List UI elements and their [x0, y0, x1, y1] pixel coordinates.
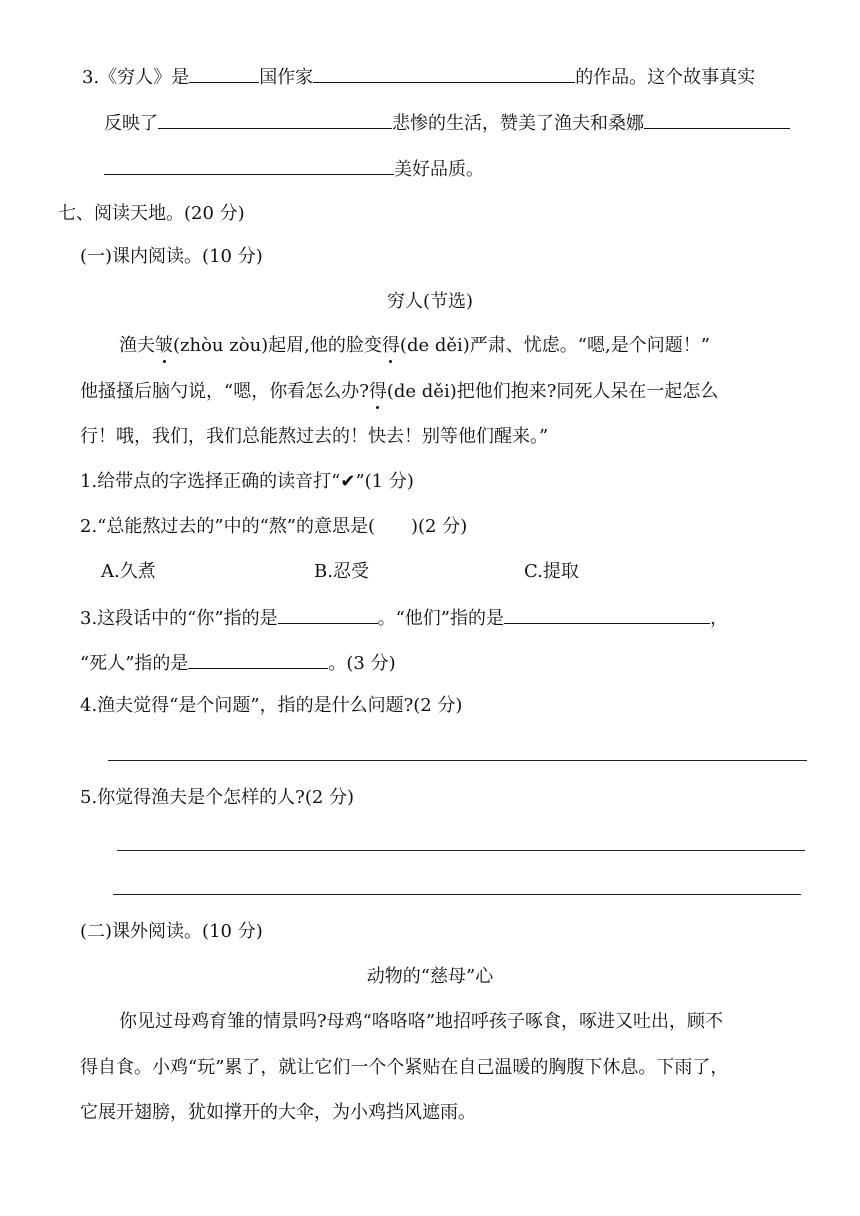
- sub-section-1-heading: (一)课内阅读。(10 分): [80, 246, 263, 267]
- sub-section-2-heading: (二)课外阅读。(10 分): [80, 921, 263, 942]
- passage-1-line-1: [119, 334, 710, 358]
- passage-2-line-3: 它展开翅膀，犹如撑开的大伞，为小鸡挡风遮雨。: [80, 1102, 476, 1123]
- question-3-text: 。(3 分): [328, 653, 396, 674]
- question-4-answer-line[interactable]: [108, 760, 807, 761]
- question-2-option-a[interactable]: A.久煮: [101, 561, 156, 582]
- question-5-answer-line-1[interactable]: [117, 850, 805, 851]
- question-1: 1.给带点的字选择正确的读音打“✔”(1 分): [80, 471, 414, 492]
- question-3-text: 3.这段话中的“你”指的是: [80, 608, 278, 629]
- dotted-char-de-2: 得: [368, 381, 387, 402]
- fill-question-3-text-b: 国作家: [259, 67, 314, 88]
- blank-dead-person-refers-to[interactable]: [188, 650, 328, 669]
- passage-1-text: (de děi)严肃、忧虑。“嗯,是个问题！”: [399, 335, 710, 356]
- question-3-text: “死人”指的是: [80, 653, 189, 674]
- section-7-heading: 七、阅读天地。(20 分): [58, 203, 245, 224]
- fill-question-3-line-1: [82, 64, 755, 88]
- passage-1-line-3: 行！哦，我们，我们总能熬过去的！快去！别等他们醒来。”: [80, 426, 549, 447]
- question-4: 4.渔夫觉得“是个问题”，指的是什么问题?(2 分): [80, 695, 463, 716]
- fill-question-3-line-2: [104, 110, 790, 134]
- fill-question-3-text-d: 反映了: [104, 113, 158, 134]
- question-3-line-2: [80, 650, 396, 674]
- passage-2-title: 动物的“慈母”心: [366, 966, 494, 987]
- passage-1-line-2: [80, 380, 718, 404]
- question-3-text: 。“他们”指的是: [377, 608, 504, 629]
- fill-question-3-text-f: 美好品质。: [394, 159, 484, 180]
- blank-you-refers-to[interactable]: [278, 605, 378, 624]
- passage-1-text: 渔夫: [119, 335, 155, 356]
- passage-2-line-2: 得自食。小鸡“玩”累了，就让它们一个个紧贴在自己温暖的胸腹下休息。下雨了，: [80, 1057, 729, 1078]
- passage-1-text: (zhòu zòu)起眉,他的脸变: [173, 335, 382, 356]
- fill-question-3-line-3: [104, 156, 484, 180]
- question-3-line-1: [80, 605, 728, 629]
- passage-1-title: 穷人(节选): [386, 291, 474, 312]
- blank-nationality[interactable]: [189, 64, 259, 83]
- dotted-char-zhou: 皱: [155, 335, 173, 356]
- question-2: 2.“总能熬过去的”中的“熬”的意思是( )(2 分): [80, 516, 468, 537]
- passage-1-text: 他搔搔后脑勺说，“嗯，你看怎么办?: [80, 381, 369, 402]
- passage-1-text: (de děi)把他们抱来?同死人呆在一起怎么: [386, 381, 719, 402]
- question-5-answer-line-2[interactable]: [113, 894, 801, 895]
- blank-quality-part-2[interactable]: [104, 156, 394, 175]
- fill-question-3-text-c: 的作品。这个故事真实: [575, 67, 756, 88]
- passage-2-line-1: 你见过母鸡育雏的情景吗?母鸡“咯咯咯”地招呼孩子啄食，啄进又吐出，顾不: [119, 1011, 724, 1032]
- dotted-char-de-1: 得: [381, 335, 400, 356]
- fill-question-3-text-e: 悲惨的生活，赞美了渔夫和桑娜: [392, 113, 644, 134]
- blank-they-refers-to[interactable]: [504, 605, 710, 624]
- blank-reflected-group[interactable]: [158, 110, 392, 129]
- question-2-option-b[interactable]: B.忍受: [314, 561, 369, 582]
- fill-question-3-text-a: 3.《穷人》是: [82, 67, 190, 88]
- question-5: 5.你觉得渔夫是个怎样的人?(2 分): [80, 787, 355, 808]
- question-2-option-c[interactable]: C.提取: [524, 561, 579, 582]
- blank-author[interactable]: [313, 64, 575, 83]
- question-3-text: ，: [709, 608, 728, 629]
- blank-quality-part-1[interactable]: [644, 110, 790, 129]
